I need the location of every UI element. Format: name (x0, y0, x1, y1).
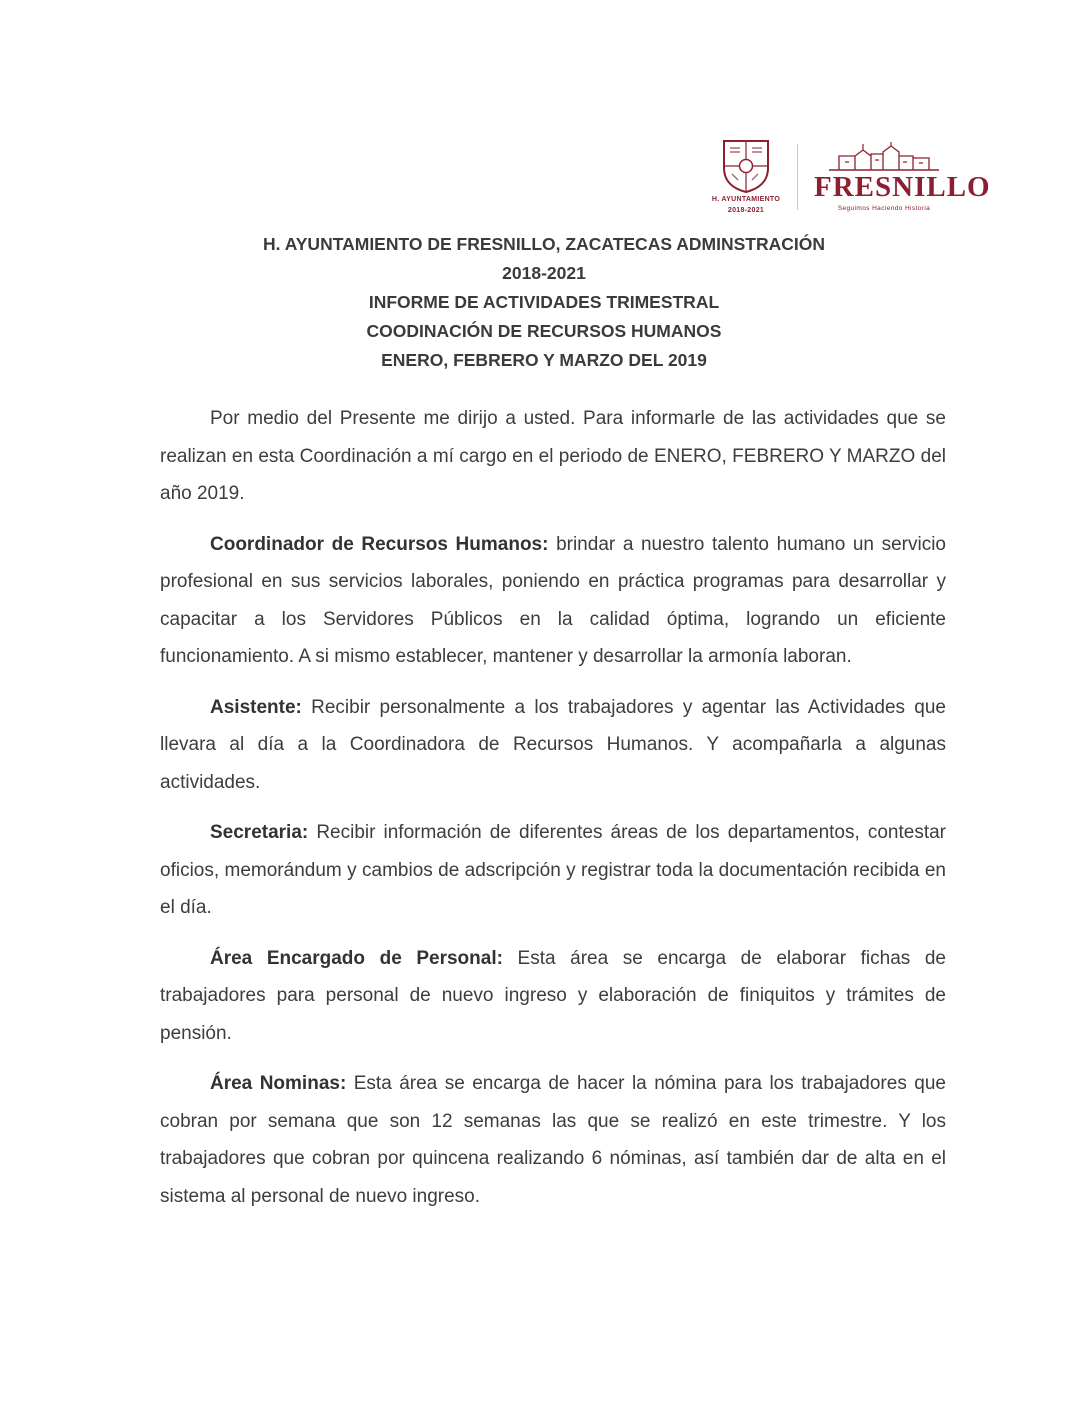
paragraph-text: Por medio del Presente me dirijo a usted. Para informarle de las actividades que se realizan en esta Coordinación a mí cargo en el periodo de ENERO, FEBRERO Y MARZO del año 2019. (160, 408, 946, 504)
coat-of-arms-icon (711, 138, 781, 194)
fresnillo-wordmark: FRESNILLO (814, 170, 991, 203)
coordinador-paragraph (160, 526, 946, 676)
header-logo-row (711, 138, 991, 216)
title-line-2: 2018-2021 (502, 263, 586, 283)
paragraph-lead: Secretaria: (210, 822, 309, 843)
paragraph-lead: Área Nominas: (210, 1073, 347, 1094)
brand-tagline: Seguimos Haciendo Historia (837, 204, 931, 212)
intro-paragraph (160, 400, 946, 513)
paragraph-text: Esta área se encarga de hacer la nómina para los trabajadores que cobran por semana que son 12 semanas las que se realizó en este trimestre. Y los trabajadores que cobran por quincena realizando 6 nóminas, así también dar de alta en el sistema al personal de nuevo ingreso. (160, 1073, 946, 1207)
building-skyline-icon (814, 142, 954, 172)
title-line-3: INFORME DE ACTIVIDADES TRIMESTRAL (368, 292, 720, 312)
title-line-5: ENERO, FEBRERO Y MARZO DEL 2019 (381, 350, 707, 370)
paragraph-text: brindar a nuestro talento humano un servicio profesional en sus servicios laborales, poniendo en práctica programas para desarrollar y capacitar a los Servidores Públicos en la calidad óptima, logrando un eficiente funcionamiento. A si mismo establecer, mantener y desarrollar la armonía laboran. (160, 533, 947, 667)
area-personal-paragraph (160, 940, 946, 1053)
paragraph-lead: Área Encargado de Personal: (210, 947, 503, 969)
paragraph-text: Recibir personalmente a los trabajadores y agentar las Actividades que llevara al día a la Coordinadora de Recursos Humanos. Y acompañarla a algunas actividades. (160, 696, 946, 793)
fresnillo-brand-block (814, 142, 991, 212)
document-body (160, 400, 946, 1228)
asistente-paragraph (160, 689, 946, 802)
paragraph-text: Recibir información de diferentes áreas de los departamentos, contestar oficios, memorándum y cambios de adscripción y registrar toda la documentación recibida en el día. (160, 822, 946, 918)
paragraph-lead: Coordinador de Recursos Humanos: (210, 533, 549, 555)
title-line-4: COODINACIÓN DE RECURSOS HUMANOS (366, 321, 722, 341)
crest-caption-line1: H. AYUNTAMIENTO (711, 196, 781, 203)
paragraph-lead: Asistente: (210, 696, 302, 718)
area-nominas-paragraph (160, 1065, 946, 1215)
logo-divider (797, 144, 798, 210)
paragraph-text: Esta área se encarga de elaborar fichas de trabajadores para personal de nuevo ingreso y elaboración de finiquitos y trámites de pensión. (160, 947, 946, 1044)
municipal-crest-block (711, 138, 781, 216)
crest-caption-line2: 2018-2021 (727, 206, 765, 214)
secretaria-paragraph (160, 814, 946, 927)
title-line-1: H. AYUNTAMIENTO DE FRESNILLO, ZACATECAS ADMINSTRACIÓN (263, 234, 825, 254)
document-title-block (0, 230, 1088, 375)
